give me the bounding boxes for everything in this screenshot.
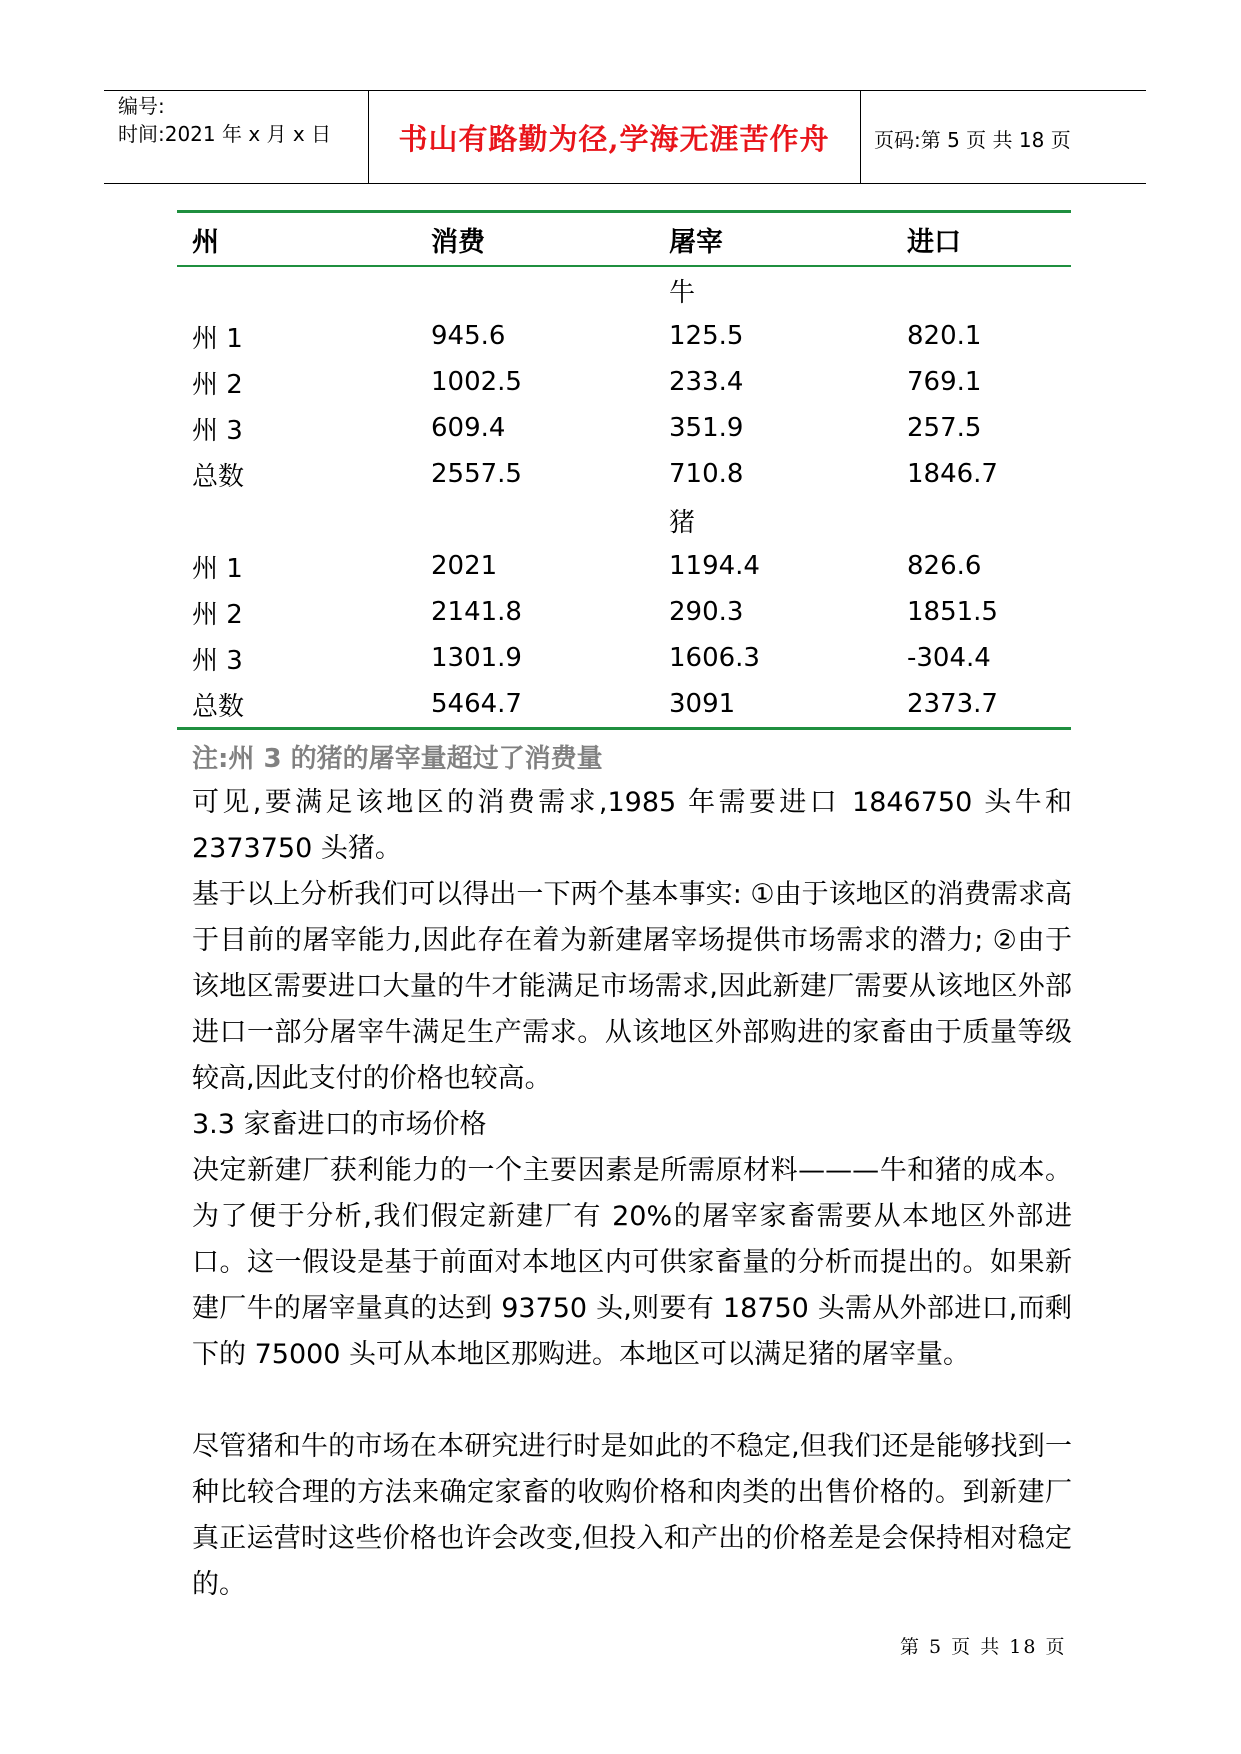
table-row	[177, 313, 1071, 359]
table-cell: 769.1	[907, 367, 982, 397]
table-cell: 1851.5	[907, 597, 998, 627]
table-cell: 826.6	[907, 551, 982, 581]
table-row	[177, 359, 1071, 405]
table-cell: 2557.5	[431, 459, 522, 489]
header-left-block	[118, 92, 331, 148]
table-cell: 1194.4	[669, 551, 760, 581]
col-header-slaughter: 屠宰	[669, 226, 723, 258]
table-row	[177, 543, 1071, 589]
section-heading-import-price: 3.3 家畜进口的市场价格	[192, 1109, 487, 1140]
paragraph-import-needs: 可见,要满足该地区的消费需求,1985 年需要进口 1846750 头牛和 2373750 头猪。	[192, 787, 1072, 864]
table-row-total	[177, 451, 1071, 497]
table-cell: 1301.9	[431, 643, 522, 673]
time-label: 时间:2021 年 x 月 x 日	[118, 122, 332, 146]
col-header-consumption: 消费	[431, 226, 485, 258]
section-title: 猪	[669, 507, 696, 538]
paragraph-price-stability: 尽管猪和牛的市场在本研究进行时是如此的不稳定,但我们还是能够找到一种比较合理的方法来确定家畜的收购价格和肉类的出售价格的。到新建厂真正运营时这些价格也许会改变,但投入和产出的价格差是会保持相对稳定的。	[192, 1431, 1072, 1600]
table-header-row	[177, 213, 1071, 265]
col-header-import: 进口	[907, 226, 961, 258]
table-cell: 820.1	[907, 321, 982, 351]
header-motto: 书山有路勤为径,学海无涯苦作舟	[398, 122, 830, 156]
table-cell: 945.6	[431, 321, 506, 351]
table-cell: -304.4	[907, 643, 991, 673]
table-row	[177, 405, 1071, 451]
table-cell: 总数	[192, 461, 245, 492]
paragraph-basic-facts: 基于以上分析我们可以得出一下两个基本事实: ①由于该地区的消费需求高于目前的屠宰能力,因此存在着为新建屠宰场提供市场需求的潜力; ②由于该地区需要进口大量的牛才能满足市场需求,因此新建厂需要从该地区外部进口一部分屠宰牛满足生产需求。从该地区外部购进的家畜由于质量等级较高,因此支付的价格也较高。	[192, 879, 1072, 1094]
table-cell: 351.9	[669, 413, 744, 443]
section-row-pig	[177, 497, 1071, 543]
table-cell: 州 2	[192, 369, 243, 400]
livestock-table	[177, 210, 1071, 730]
header-page-label: 页码:第 5 页 共 18 页	[874, 128, 1071, 152]
table-cell: 州 1	[192, 323, 243, 354]
serial-label: 编号:	[118, 94, 165, 118]
section-row-cattle	[177, 267, 1071, 313]
table-cell: 1606.3	[669, 643, 760, 673]
table-row-total	[177, 681, 1071, 727]
table-row	[177, 635, 1071, 681]
table-cell: 州 3	[192, 415, 243, 446]
table-note: 注:州 3 的猪的屠宰量超过了消费量	[192, 744, 603, 774]
table-cell: 609.4	[431, 413, 506, 443]
table-cell: 总数	[192, 691, 245, 722]
table-cell: 3091	[669, 689, 736, 719]
table-cell: 5464.7	[431, 689, 522, 719]
table-cell: 2141.8	[431, 597, 522, 627]
table-row	[177, 589, 1071, 635]
table-cell: 1002.5	[431, 367, 522, 397]
section-title: 牛	[669, 277, 696, 308]
table-cell: 2373.7	[907, 689, 998, 719]
table-bottom-rule	[177, 727, 1071, 730]
table-cell: 257.5	[907, 413, 982, 443]
col-header-state: 州	[192, 226, 219, 258]
header-top-rule	[104, 90, 1146, 91]
table-cell: 州 1	[192, 553, 243, 584]
table-cell: 710.8	[669, 459, 744, 489]
header-bottom-rule	[104, 183, 1146, 184]
table-cell: 2021	[431, 551, 498, 581]
table-cell: 233.4	[669, 367, 744, 397]
table-cell: 州 3	[192, 645, 243, 676]
table-cell: 290.3	[669, 597, 744, 627]
table-cell: 125.5	[669, 321, 744, 351]
page-footer: 第 5 页 共 18 页	[900, 1636, 1067, 1658]
table-cell: 1846.7	[907, 459, 998, 489]
header-divider-right	[860, 90, 861, 183]
paragraph-raw-material-cost: 决定新建厂获利能力的一个主要因素是所需原材料———牛和猪的成本。为了便于分析,我们假定新建厂有 20%的屠宰家畜需要从本地区外部进口。这一假设是基于前面对本地区内可供家畜量的分析而提出的。如果新建厂牛的屠宰量真的达到 93750 头,则要有 18750 头需从外部进口,而剩下的 75000 头可从本地区那购进。本地区可以满足猪的屠宰量。	[192, 1155, 1072, 1370]
table-cell: 州 2	[192, 599, 243, 630]
